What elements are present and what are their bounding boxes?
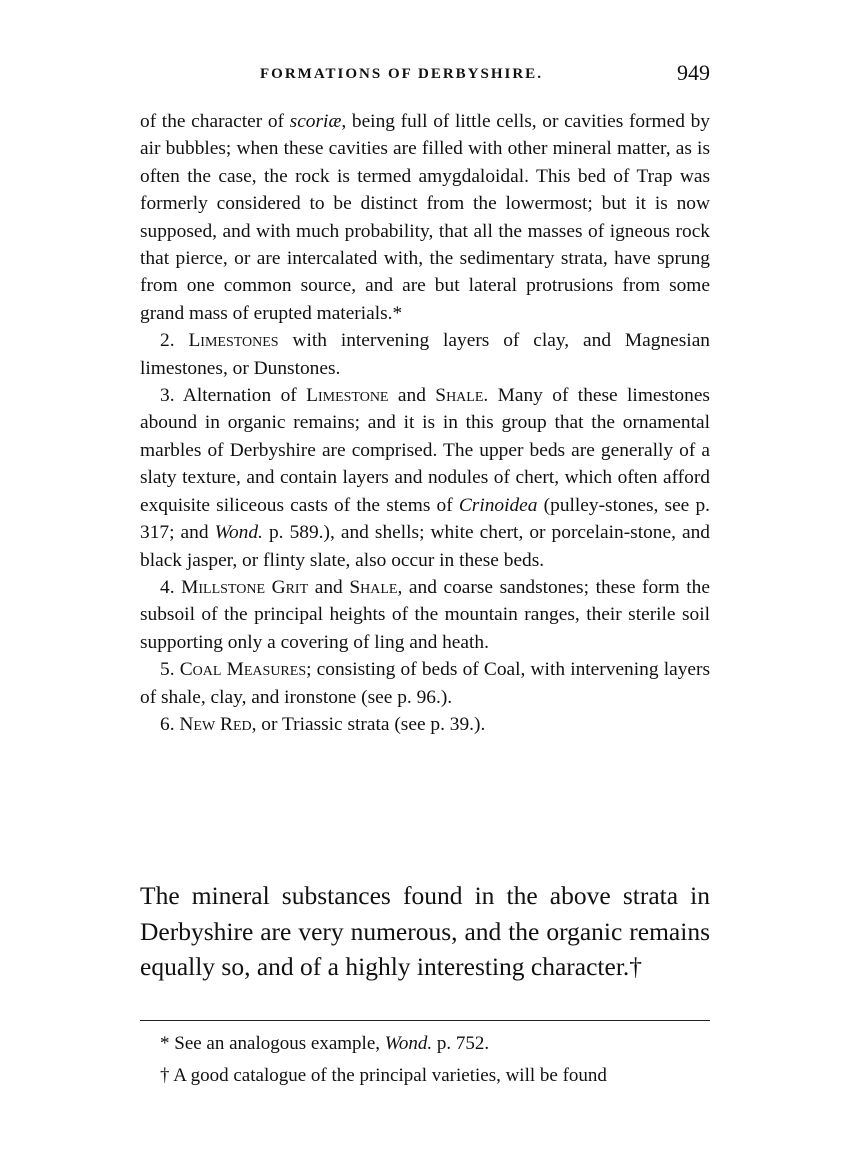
list-item-new-red — [140, 711, 710, 738]
text-run: , and coarse sandstones; these form the subsoil of the principal heights of the mountain ranges, their sterile soil supporting only a covering of ling and heath. — [140, 576, 710, 653]
item-heading: Millstone Grit — [181, 576, 309, 598]
footnote-asterisk — [140, 1028, 710, 1060]
item-heading: Coal Measures — [179, 659, 307, 681]
text-run: Many of these limestones abound in organic remains; and it is in this group that the ornamental marbles of Derbyshire are comprised. The upper beds are generally of a slaty texture, and contain layers and nodules of chert, which often afford exquisite siliceous casts of the stems of — [140, 385, 710, 516]
item-number: 3. — [160, 385, 183, 407]
footnote-divider — [140, 1020, 710, 1021]
list-item-limestones — [140, 327, 710, 382]
text-run: , being full of little cells, or cavities formed by air bubbles; when these cavities are filled with other mineral matter, as is often the case, the rock is termed amygdaloidal. This bed of Trap was formerly considered to be distinct from the lowermost; but it is now supposed, and with much probability, that all the masses of igneous rock that pierce, or are intercalated with, the sedimentary strata, have sprung from one common source, and are but lateral protrusions from some grand mass of erupted materials.* — [140, 111, 710, 324]
text-run: and — [388, 385, 436, 407]
item-heading: Limestone — [306, 385, 389, 407]
text-run: with intervening layers of clay, and Magnesian limestones, or Dunstones. — [140, 330, 710, 379]
page-number: 949 — [677, 60, 710, 85]
text-run: p. 589.), and shells; white chert, or porcelain-stone, and black jasper, or flinty slate, also occur in these beds. — [140, 522, 710, 571]
italic-reference: Wond. — [214, 522, 263, 544]
body-text — [140, 108, 710, 738]
list-item-coal-measures — [140, 656, 710, 711]
list-item-limestone-shale — [140, 382, 710, 574]
running-title: FORMATIONS OF DERBYSHIRE. — [260, 66, 543, 82]
italic-term: Crinoidea — [458, 494, 538, 516]
item-number: 4. — [160, 576, 182, 598]
italic-reference: Wond. — [384, 1033, 433, 1054]
item-number: 6. — [160, 713, 180, 735]
page-header — [140, 60, 710, 90]
text-run: (pulley-stones, see p. 317; and — [140, 494, 710, 544]
footnote-dagger: † A good catalogue of the principal varieties, will be found — [160, 1065, 607, 1086]
text-run: * See an analogous example, — [160, 1033, 385, 1054]
footnotes — [140, 1028, 710, 1092]
text-run: of the character of — [140, 111, 290, 132]
item-heading: Shale. — [435, 385, 489, 407]
item-number: 5. — [160, 659, 180, 681]
text-run: ; consisting of beds of Coal, with intervening layers of shale, clay, and ironstone (see p. 96.). — [140, 659, 711, 708]
mineral-substances-paragraph: The mineral substances found in the above strata in Derbyshire are very numerous, and the organic remains equally so, and of a highly interesting character.† — [140, 881, 710, 981]
text-run: p. 752. — [432, 1033, 490, 1054]
item-heading: Limestones — [188, 330, 279, 352]
item-heading: Shale — [349, 576, 398, 598]
item-number: 2. — [160, 330, 189, 352]
item-heading: New Red — [179, 713, 252, 735]
large-print-paragraph — [140, 878, 710, 985]
list-item-millstone-grit — [140, 574, 710, 656]
italic-term: scoriæ — [289, 111, 342, 132]
text-run: Alternation of — [182, 385, 307, 407]
paragraph-scoriae — [140, 108, 710, 327]
text-run: and — [308, 576, 350, 598]
text-run: , or Triassic strata (see p. 39.). — [251, 713, 486, 735]
